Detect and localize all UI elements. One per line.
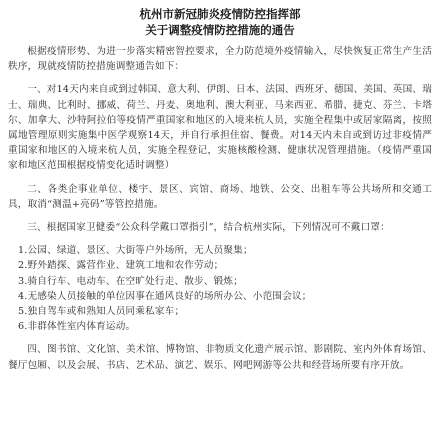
list-item: 5.独自驾车或和熟知人员同乘私家车； [18, 306, 185, 318]
list-item: 1.公园、绿道、景区、大街等户外场所，无人员聚集； [18, 245, 253, 257]
notice-intro: 根据疫情形势、为进一步落实精密智控要求，全力防范境外疫情输入，尽快恢复正常生产生活秩序，现就疫情防控措施调整通告如下： [8, 46, 432, 73]
notice-item-3-list [8, 243, 432, 334]
list-item: 6.非群体性室内体育运动。 [18, 321, 136, 333]
list-item: 4.无感染人员接触的单位因事在通风良好的场所办公、小范围会议； [18, 290, 312, 302]
notice-item-1: 一、对14天内来自或到过韩国、意大利、伊朗、日本、法国、西班牙、德国、美国、英国、瑞士、瑞典、比利时、挪威、荷兰、丹麦、奥地利、澳大利亚、马来西亚、希腊、捷克、芬兰、卡塔尔、加拿大、沙特阿拉伯等疫情严重国家和地区的入境来杭人员，实施全程集中或居家隔离，按照属地管理原则实施集中医学观察14天，并自行承担住宿、餐费。对14天内未自或到访过非疫情严重国家和地区的入境来杭人员，实施全程登记，实施核酸检测、健康状况管理措施。（疫情严重国家和地区范围根据疫情变化适时调整） [8, 84, 432, 172]
notice-item-4: 四、图书馆、文化馆、美术馆、博物馆、非物质文化遗产展示馆、影剧院、室内外体育场馆、餐厅包厢、以及会展、书店、艺术品、演艺、娱乐、网吧网游等公共和经营场所要有序开放。 [8, 344, 432, 371]
list-item: 3.骑自行车、电动车、在空旷处行走、散步、锻炼； [18, 275, 244, 287]
notice-item-2: 二、各类企事业单位、楼宇、景区、宾馆、商场、地铁、公交、出租车等公共场所和交通工具，取消“测温+亮码”等管控措施。 [8, 183, 432, 210]
list-item: 2.野外踏探、露营作业、建筑工地和农作劳动； [18, 260, 224, 272]
notice-title-line1: 杭州市新冠肺炎疫情防控指挥部 [139, 7, 301, 21]
notice-title-line2: 关于调整疫情防控措施的通告 [145, 23, 295, 37]
notice-item-3-intro: 三、根据国家卫健委“公众科学戴口罩指引”，结合杭州实际，下列情况可不戴口罩： [27, 222, 390, 234]
